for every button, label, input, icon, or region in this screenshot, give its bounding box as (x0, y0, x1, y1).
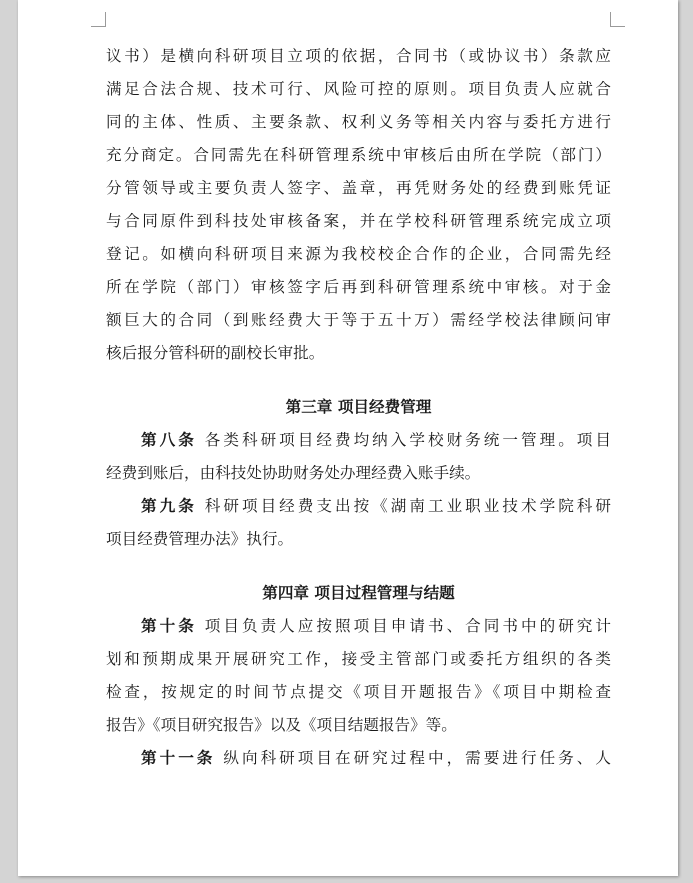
article-line: 检查，按规定的时间节点提交《项目开题报告》《项目中期检查 (106, 683, 611, 701)
article-text: 项目负责人应按照项目申请书、合同书中的研究计 (196, 617, 611, 635)
chapter-heading: 第四章 项目过程管理与结题 (262, 584, 455, 602)
paragraph-line: 核后报分管科研的副校长审批。 (106, 344, 325, 362)
article-text: 各类科研项目经费均纳入学校财务统一管理。项目 (196, 431, 611, 449)
article-label: 第八条 (141, 431, 197, 449)
article-label: 第十一条 (141, 749, 216, 767)
crop-mark-top-right (610, 12, 625, 27)
article-line (141, 495, 611, 517)
article-line: 报告》《项目研究报告》以及《项目结题报告》等。 (106, 716, 457, 734)
paragraph-line: 与合同原件到科技处审核备案，并在学校科研管理系统完成立项 (106, 212, 611, 230)
paragraph-line: 充分商定。合同需先在科研管理系统中审核后由所在学院（部门） (106, 146, 611, 164)
paragraph-line: 满足合法合规、技术可行、风险可控的原则。项目负责人应就合 (106, 80, 611, 98)
document-page (18, 0, 678, 876)
article-text: 科研项目经费支出按《湖南工业职业技术学院科研 (196, 497, 611, 515)
paragraph-line: 所在学院（部门）审核签字后再到科研管理系统中审核。对于金 (106, 278, 611, 296)
paragraph-line: 同的主体、性质、主要条款、权利义务等相关内容与委托方进行 (106, 113, 611, 131)
paragraph-line: 分管领导或主要负责人签字、盖章，再凭财务处的经费到账凭证 (106, 179, 611, 197)
crop-mark-top-left (91, 12, 106, 27)
chapter-heading: 第三章 项目经费管理 (285, 398, 432, 416)
article-line: 经费到账后，由科技处协助财务处办理经费入账手续。 (106, 464, 481, 482)
paragraph-line: 额巨大的合同（到账经费大于等于五十万）需经学校法律顾问审 (106, 311, 611, 329)
article-label: 第十条 (141, 617, 197, 635)
article-line: 项目经费管理办法》执行。 (106, 530, 294, 548)
paragraph-line: 议书）是横向科研项目立项的依据，合同书（或协议书）条款应 (106, 47, 611, 65)
article-line (141, 615, 611, 637)
article-line: 划和预期成果开展研究工作，接受主管部门或委托方组织的各类 (106, 650, 611, 668)
article-label: 第九条 (141, 497, 197, 515)
article-line (141, 429, 611, 451)
article-line (141, 747, 611, 769)
article-text: 纵向科研项目在研究过程中，需要进行任务、人 (215, 749, 611, 767)
paragraph-line: 登记。如横向科研项目来源为我校校企合作的企业，合同需先经 (106, 245, 611, 263)
